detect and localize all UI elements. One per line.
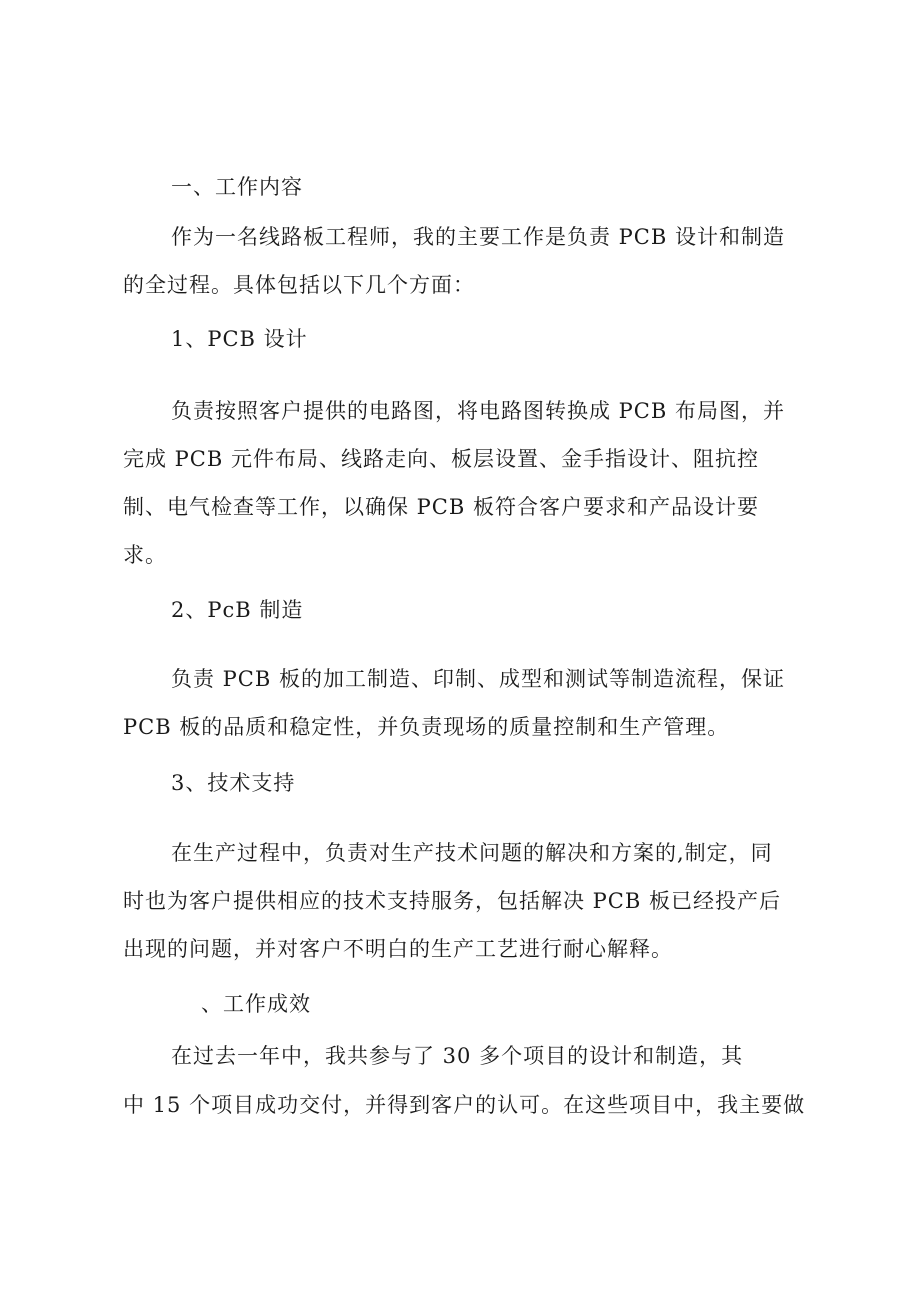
paragraph-line: 制、电气检查等工作，以确保 PCB 板符合客户要求和产品设计要 (123, 495, 759, 519)
subheading-pcb-design: 1、PCB 设计 (171, 327, 308, 351)
paragraph-line: 负责按照客户提供的电路图，将电路图转换成 PCB 布局图，并 (171, 399, 785, 423)
subheading-technical-support: 3、技术支持 (171, 771, 296, 795)
paragraph-line: 时也为客户提供相应的技术支持服务，包括解决 PCB 板已经投产后 (123, 889, 781, 913)
paragraph-line: 在过去一年中，我共参与了 30 多个项目的设计和制造，其 (171, 1044, 744, 1068)
paragraph-line: 作为一名线路板工程师，我的主要工作是负责 PCB 设计和制造 (171, 225, 785, 249)
paragraph-line: 负责 PCB 板的加工制造、印制、成型和测试等制造流程，保证 (171, 667, 785, 691)
paragraph-line: 出现的问题，并对客户不明白的生产工艺进行耐心解释。 (123, 937, 673, 961)
section-heading-work-content: 一、工作内容 (171, 175, 303, 199)
paragraph-line: PCB 板的品质和稳定性，并负责现场的质量控制和生产管理。 (123, 715, 730, 739)
subheading-pcb-manufacturing: 2、PcB 制造 (171, 598, 304, 622)
paragraph-line: 中 15 个项目成功交付，并得到客户的认可。在这些项目中，我主要做 (123, 1093, 806, 1117)
paragraph-line: 完成 PCB 元件布局、线路走向、板层设置、金手指设计、阻抗控 (123, 447, 759, 471)
paragraph-line: 求。 (123, 543, 167, 567)
paragraph-line: 的全过程。具体包括以下几个方面： (123, 273, 475, 297)
section-heading-work-results: 、工作成效 (201, 992, 311, 1016)
paragraph-line: 在生产过程中，负责对生产技术问题的解决和方案的,制定，同 (171, 841, 773, 865)
